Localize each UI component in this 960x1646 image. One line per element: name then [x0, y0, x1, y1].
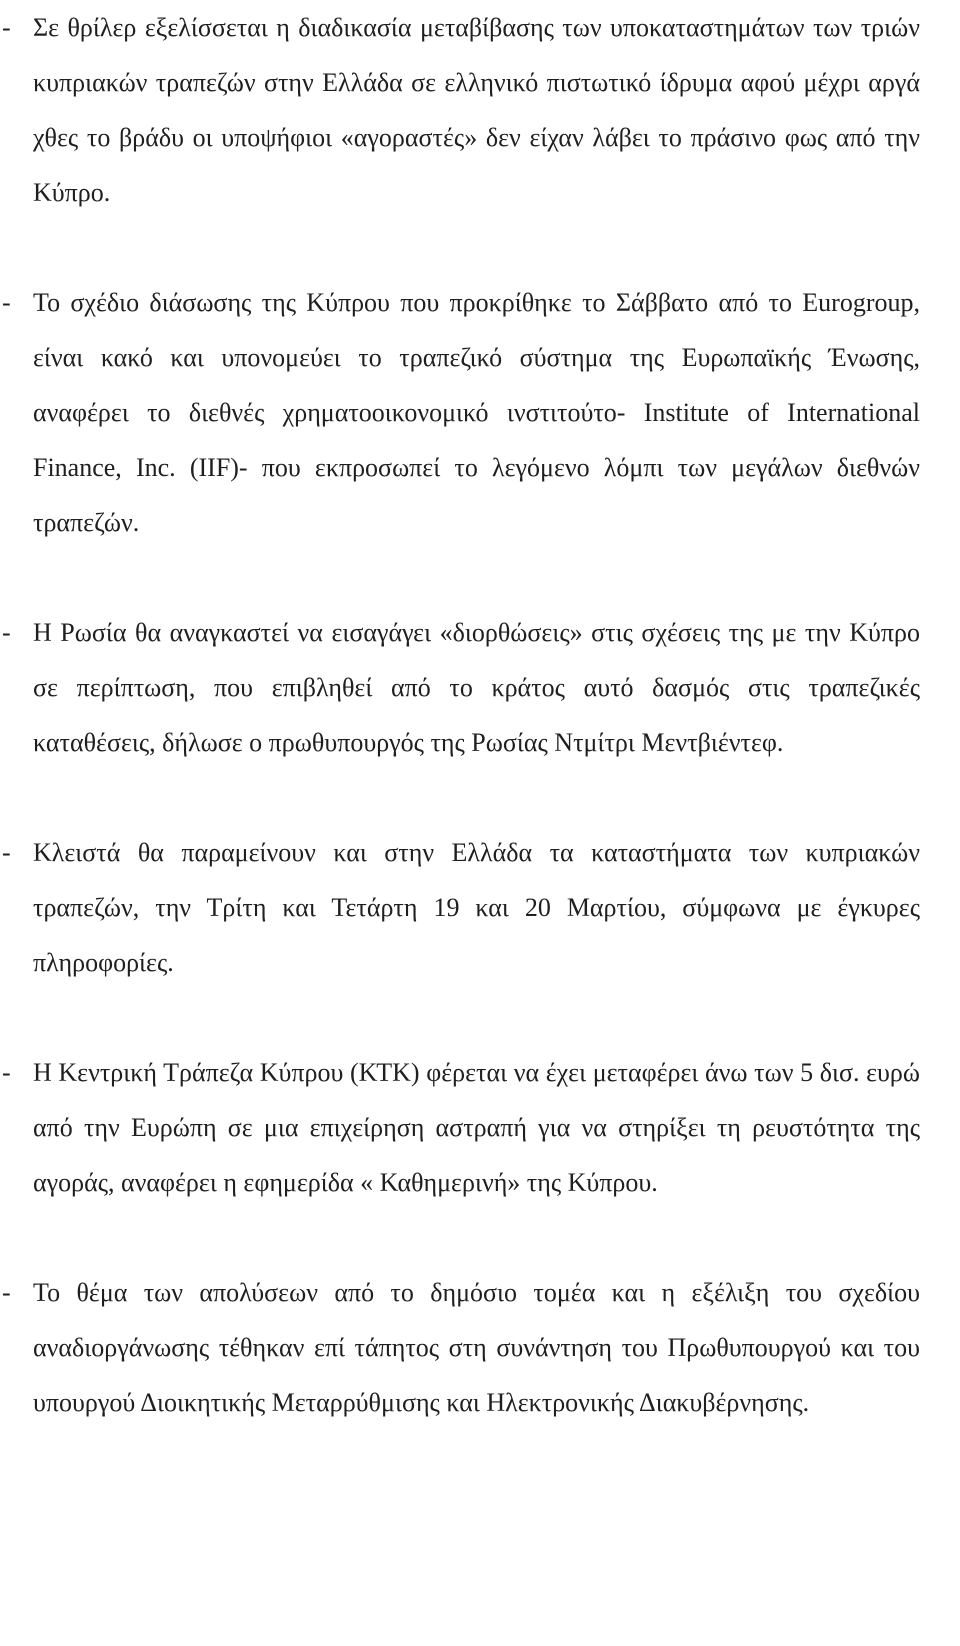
bullet-dash: - — [2, 618, 11, 647]
news-item-text: Σε θρίλερ εξελίσσεται η διαδικασία μεταβίβασης των υποκαταστημάτων των τριών κυπριακών τραπεζών στην Ελλάδα σε ελληνικό πιστωτικό ίδρυμα αφού μέχρι αργά χθες το βράδυ οι υποψήφιοι «αγοραστές» δεν είχαν λάβει το πράσινο φως από την Κύπρο. — [33, 13, 920, 207]
news-item-text: Κλειστά θα παραμείνουν και στην Ελλάδα τα καταστήματα των κυπριακών τραπεζών, την Τρίτη και Τετάρτη 19 και 20 Μαρτίου, σύμφωνα με έγκυρες πληροφορίες. — [33, 838, 920, 977]
news-item — [0, 0, 920, 220]
news-item — [0, 1045, 920, 1210]
bullet-dash: - — [2, 13, 11, 42]
news-item — [0, 605, 920, 770]
news-item — [0, 825, 920, 990]
news-item — [0, 1265, 920, 1430]
bullet-dash: - — [2, 288, 11, 317]
news-item-text: Το θέμα των απολύσεων από το δημόσιο τομέα και η εξέλιξη του σχεδίου αναδιοργάνωσης τέθηκαν επί τάπητος στη συνάντηση του Πρωθυπουργού και του υπουργού Διοικητικής Μεταρρύθμισης και Ηλεκτρονικής Διακυβέρνησης. — [33, 1278, 920, 1417]
bullet-dash: - — [2, 838, 11, 867]
bullet-dash: - — [2, 1278, 11, 1307]
bullet-dash: - — [2, 1058, 11, 1087]
news-item-text: Η Ρωσία θα αναγκαστεί να εισαγάγει «διορθώσεις» στις σχέσεις της με την Κύπρο σε περίπτωση, που επιβληθεί από το κράτος αυτό δασμός στις τραπεζικές καταθέσεις, δήλωσε ο πρωθυπουργός της Ρωσίας Ντμίτρι Μεντβιέντεφ. — [33, 618, 920, 757]
news-item — [0, 275, 920, 550]
news-item-text: Η Κεντρική Τράπεζα Κύπρου (ΚΤΚ) φέρεται να έχει μεταφέρει άνω των 5 δισ. ευρώ από την Ευρώπη σε μια επιχείρηση αστραπή για να στηρίξει τη ρευστότητα της αγοράς, αναφέρει η εφημερίδα « Καθημερινή» της Κύπρου. — [33, 1058, 920, 1197]
news-item-text: Το σχέδιο διάσωσης της Κύπρου που προκρίθηκε το Σάββατο από το Eurogroup, είναι κακό και υπονομεύει το τραπεζικό σύστημα της Ευρωπαϊκής Ένωσης, αναφέρει το διεθνές χρηματοοικονομικό ινστιτούτο- Institute of International Finance, Inc. (IIF)- που εκπροσωπεί το λεγόμενο λόμπι των μεγάλων διεθνών τραπεζών. — [33, 288, 920, 537]
